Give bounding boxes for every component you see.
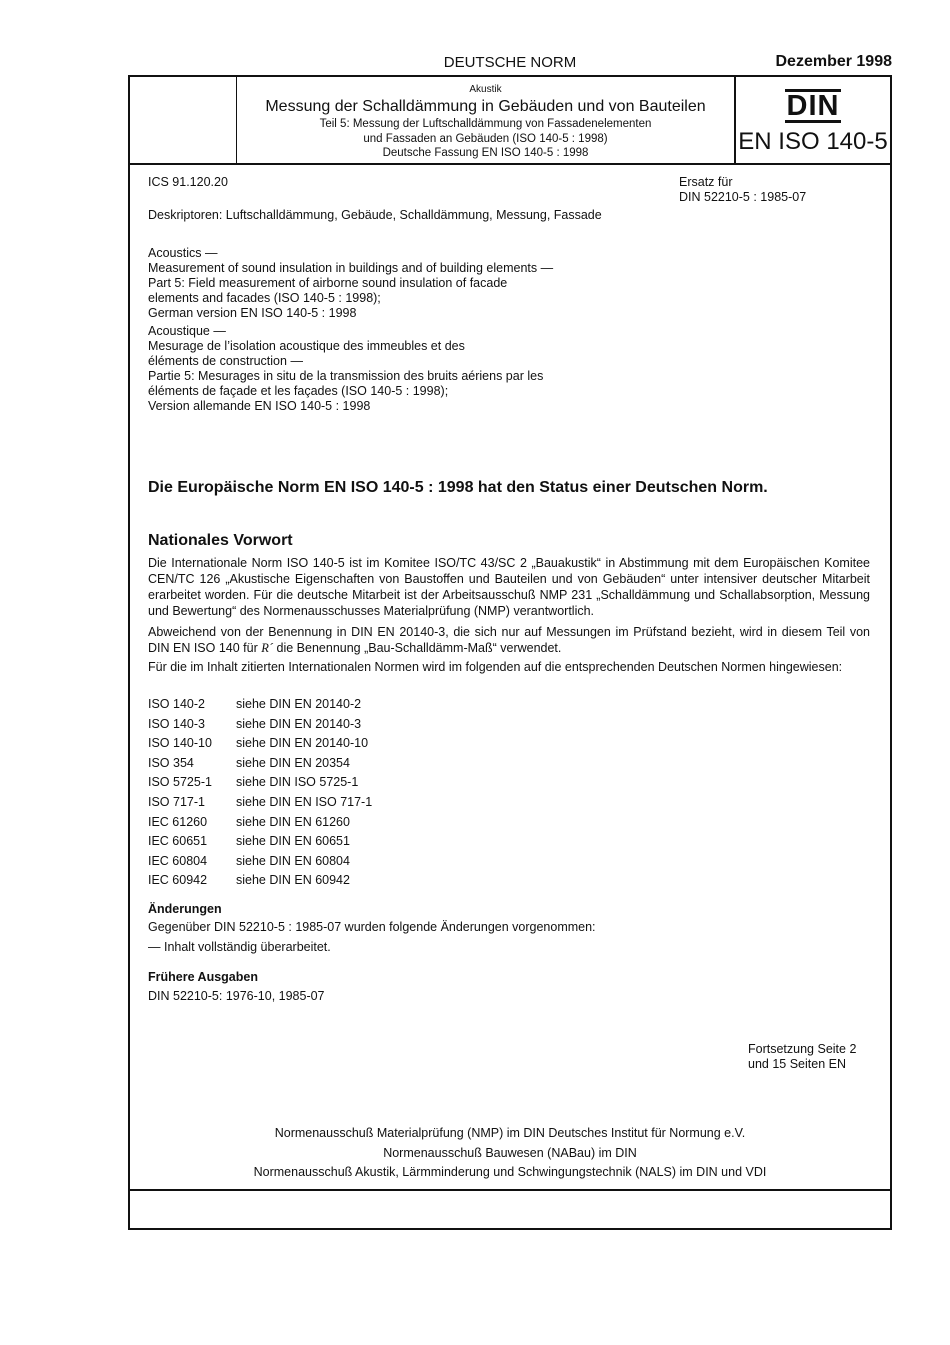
french-title	[148, 324, 543, 414]
reference-row	[148, 754, 372, 774]
subtitle-line-1: Teil 5: Messung der Luftschalldämmung von Fassadenelementen	[319, 118, 652, 130]
header-title-cell	[237, 77, 736, 163]
reference-din: siehe DIN EN ISO 717-1	[236, 794, 373, 809]
reference-iso: IEC 61260	[148, 814, 208, 829]
reference-iso: IEC 60651	[148, 834, 208, 849]
document-type: DEUTSCHE NORM	[443, 54, 577, 71]
foreword-paragraph-2	[148, 624, 870, 656]
previous-editions-heading: Frühere Ausgaben	[148, 970, 258, 984]
paragraph-text: die Benennung „Bau-Schalldämm-Maß“ verwendet.	[273, 641, 562, 655]
english-line: Measurement of sound insulation in buildings and of building elements —	[148, 261, 554, 275]
reference-row	[148, 715, 372, 735]
french-line: éléments de construction —	[148, 354, 303, 368]
foreword-paragraph-1: Die Internationale Norm ISO 140-5 ist im Komitee ISO/TC 43/SC 2 „Bauakustik“ in Abstimmung mit dem Europäischen Komitee CEN/TC 126 „Akustische Eigenschaften von Baustoffen und Bauteilen und von Gebäuden“ unter intensiver deutscher Mitarbeit erarbeitet worden. Für die deutsche Mitarbeit ist der Arbeitsausschuß NMP 231 „Schalldämmung und Schallabsorption, Messung und Bewertung“ des Normenausschusses Materialprüfung (NMP) verantwortlich.	[148, 556, 870, 618]
reference-row	[148, 695, 372, 715]
paragraph-text: Abweichend von der Benennung in DIN EN 20140-3, die sich nur auf Messungen im Prüfstand bezieht, wird in diesem Teil von DIN EN ISO 140 für	[148, 625, 870, 655]
continuation-line-1: Fortsetzung Seite 2	[748, 1042, 857, 1056]
replaces-value: DIN 52210-5 : 1985-07	[679, 190, 807, 204]
reference-iso: ISO 5725-1	[148, 775, 212, 790]
reference-row	[148, 813, 372, 833]
reference-row	[148, 852, 372, 872]
reference-din: siehe DIN EN 60942	[236, 873, 350, 888]
foreword-paragraph-3: Für die im Inhalt zitierten Internationalen Normen wird im folgenden auf die entsprechenden Deutschen Normen hingewiesen:	[148, 660, 843, 674]
reference-din: siehe DIN EN 61260	[236, 814, 350, 829]
changes-heading: Änderungen	[148, 902, 222, 916]
subtitle-line-2: und Fassaden an Gebäuden (ISO 140-5 : 1998)	[363, 132, 608, 145]
reference-iso: ISO 354	[148, 755, 194, 770]
french-line: Acoustique —	[148, 324, 226, 338]
english-line: German version EN ISO 140-5 : 1998	[148, 306, 357, 320]
committee-line: Normenausschuß Materialprüfung (NMP) im DIN Deutsches Institut für Normung e.V.	[274, 1126, 746, 1140]
english-line: elements and facades (ISO 140-5 : 1998);	[148, 291, 381, 305]
reference-list	[148, 695, 372, 891]
document-title: Messung der Schalldämmung in Gebäuden und von Bauteilen	[265, 98, 706, 115]
reference-row	[148, 871, 372, 891]
descriptors: Deskriptoren: Luftschalldämmung, Gebäude, Schalldämmung, Messung, Fassade	[148, 208, 602, 222]
reference-row	[148, 773, 372, 793]
french-line: Version allemande EN ISO 140-5 : 1998	[148, 399, 371, 413]
committee-list	[128, 1124, 892, 1183]
reference-din: siehe DIN EN 60804	[236, 853, 350, 868]
reference-row	[148, 734, 372, 754]
ics-code: ICS 91.120.20	[148, 175, 228, 189]
reference-row	[148, 832, 372, 852]
header-number-cell	[736, 77, 890, 163]
reference-din: siehe DIN EN 20140-2	[236, 697, 362, 711]
english-line: Acoustics —	[148, 246, 218, 260]
reference-iso: ISO 717-1	[148, 794, 205, 809]
publication-date: Dezember 1998	[775, 53, 892, 70]
replaces-label: Ersatz für	[679, 175, 733, 189]
header-left-cell	[130, 77, 237, 163]
reference-din: siehe DIN ISO 5725-1	[236, 775, 359, 790]
standard-number: EN ISO 140-5	[738, 128, 888, 155]
french-line: Mesurage de l’isolation acoustique des immeubles et des	[148, 339, 465, 353]
foreword-heading: Nationales Vorwort	[148, 532, 293, 549]
reference-din: siehe DIN EN 20354	[236, 755, 350, 770]
changes-item: — Inhalt vollständig überarbeitet.	[148, 940, 331, 954]
reference-iso: ISO 140-2	[148, 697, 205, 711]
committee-line: Normenausschuß Bauwesen (NABau) im DIN	[383, 1145, 637, 1160]
symbol-r-prime: R´	[261, 641, 274, 655]
english-line: Part 5: Field measurement of airborne sound insulation of facade	[148, 276, 508, 290]
reference-iso: ISO 140-10	[148, 736, 212, 751]
subtitle-line-3: Deutsche Fassung EN ISO 140-5 : 1998	[382, 147, 589, 159]
continuation-line-2: und 15 Seiten EN	[748, 1057, 846, 1071]
changes-text: Gegenüber DIN 52210-5 : 1985-07 wurden folgende Änderungen vorgenommen:	[148, 920, 596, 934]
committee-line: Normenausschuß Akustik, Lärmminderung und Schwingungstechnik (NALS) im DIN und VDI	[253, 1165, 767, 1179]
header-box	[130, 77, 890, 165]
previous-editions-text: DIN 52210-5: 1976-10, 1985-07	[148, 989, 325, 1003]
reference-din: siehe DIN EN 60651	[236, 834, 350, 849]
reference-din: siehe DIN EN 20140-3	[236, 716, 362, 731]
din-logo: DIN	[786, 90, 840, 122]
reference-din: siehe DIN EN 20140-10	[236, 736, 369, 751]
status-statement: Die Europäische Norm EN ISO 140-5 : 1998 hat den Status einer Deutschen Norm.	[148, 479, 768, 496]
footer-divider	[130, 1189, 890, 1191]
reference-iso: IEC 60804	[148, 853, 208, 868]
reference-iso: IEC 60942	[148, 873, 208, 888]
category-label: Akustik	[469, 84, 502, 95]
reference-iso: ISO 140-3	[148, 716, 205, 731]
french-line: Partie 5: Mesurages in situ de la transmission des bruits aériens par les	[148, 369, 544, 383]
french-line: éléments de façade et les façades (ISO 140-5 : 1998);	[148, 384, 449, 398]
reference-row	[148, 793, 372, 813]
english-title	[148, 246, 553, 321]
